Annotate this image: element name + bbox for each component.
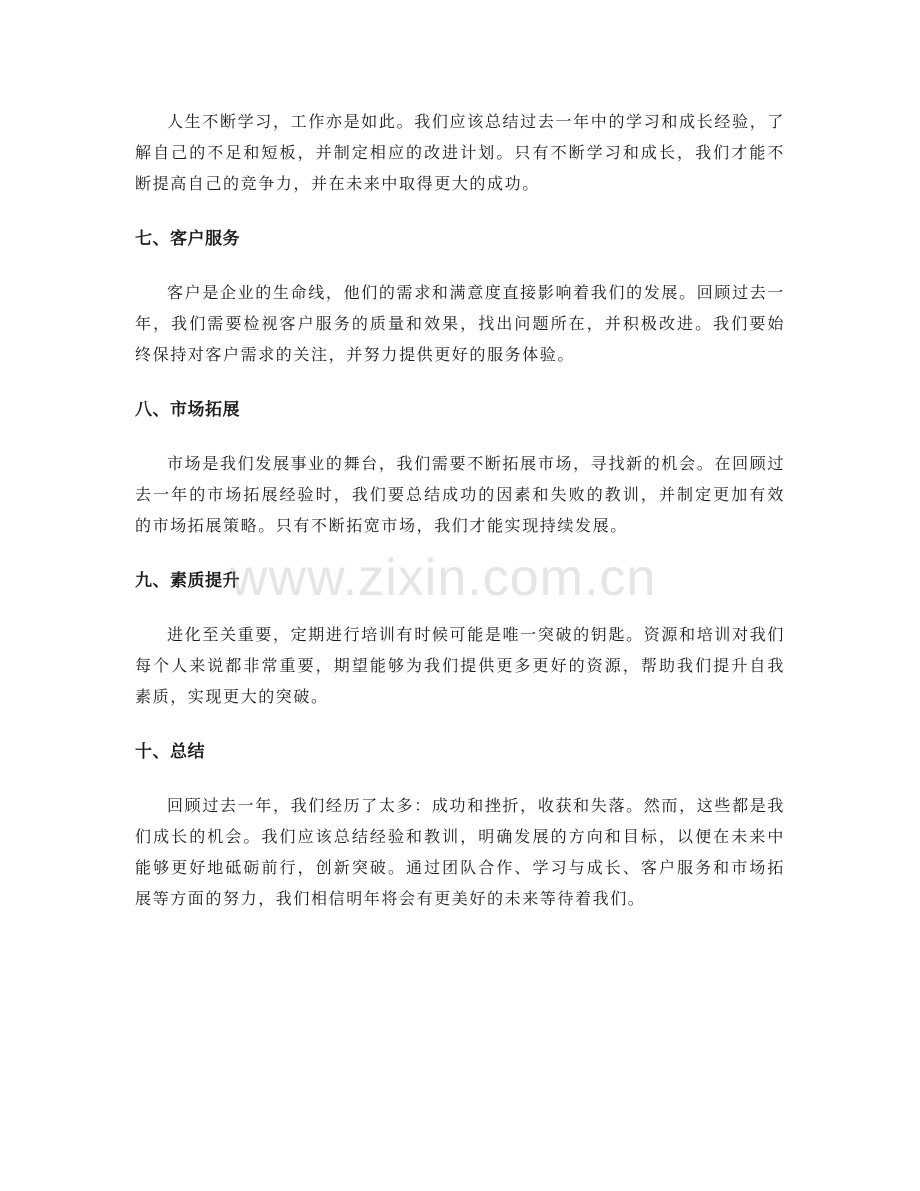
section-paragraph-quality-improvement: 进化至关重要，定期进行培训有时候可能是唯一突破的钥匙。资源和培训对我们每个人来说都非常重要，期望能够为我们提供更多更好的资源，帮助我们提升自我素质，实现更大的突破。 bbox=[135, 625, 785, 706]
document-body bbox=[135, 106, 785, 914]
section-heading-summary: 十、总结 bbox=[135, 742, 205, 762]
section-heading-market-expansion: 八、市场拓展 bbox=[135, 400, 240, 420]
section-paragraph-customer-service: 客户是企业的生命线，他们的需求和满意度直接影响着我们的发展。回顾过去一年，我们需要检视客户服务的质量和效果，找出问题所在，并积极改进。我们要始终保持对客户需求的关注，并努力提供更好的服务体验。 bbox=[135, 283, 785, 364]
intro-paragraph: 人生不断学习，工作亦是如此。我们应该总结过去一年中的学习和成长经验，了解自己的不足和短板，并制定相应的改进计划。只有不断学习和成长，我们才能不断提高自己的竞争力，并在未来中取得更大的成功。 bbox=[135, 112, 785, 193]
section-paragraph-market-expansion: 市场是我们发展事业的舞台，我们需要不断拓展市场，寻找新的机会。在回顾过去一年的市场拓展经验时，我们要总结成功的因素和失败的教训，并制定更加有效的市场拓展策略。只有不断拓宽市场，我们才能实现持续发展。 bbox=[135, 454, 785, 535]
section-heading-quality-improvement: 九、素质提升 bbox=[135, 571, 240, 591]
watermark: www.zixin.com.cn bbox=[230, 549, 657, 607]
section-heading-customer-service: 七、客户服务 bbox=[135, 229, 240, 249]
section-paragraph-summary: 回顾过去一年，我们经历了太多：成功和挫折，收获和失落。然而，这些都是我们成长的机会。我们应该总结经验和教训，明确发展的方向和目标，以便在未来中能够更好地砥砺前行，创新突破。通过团队合作、学习与成长、客户服务和市场拓展等方面的努力，我们相信明年将会有更美好的未来等待着我们。 bbox=[135, 796, 785, 908]
